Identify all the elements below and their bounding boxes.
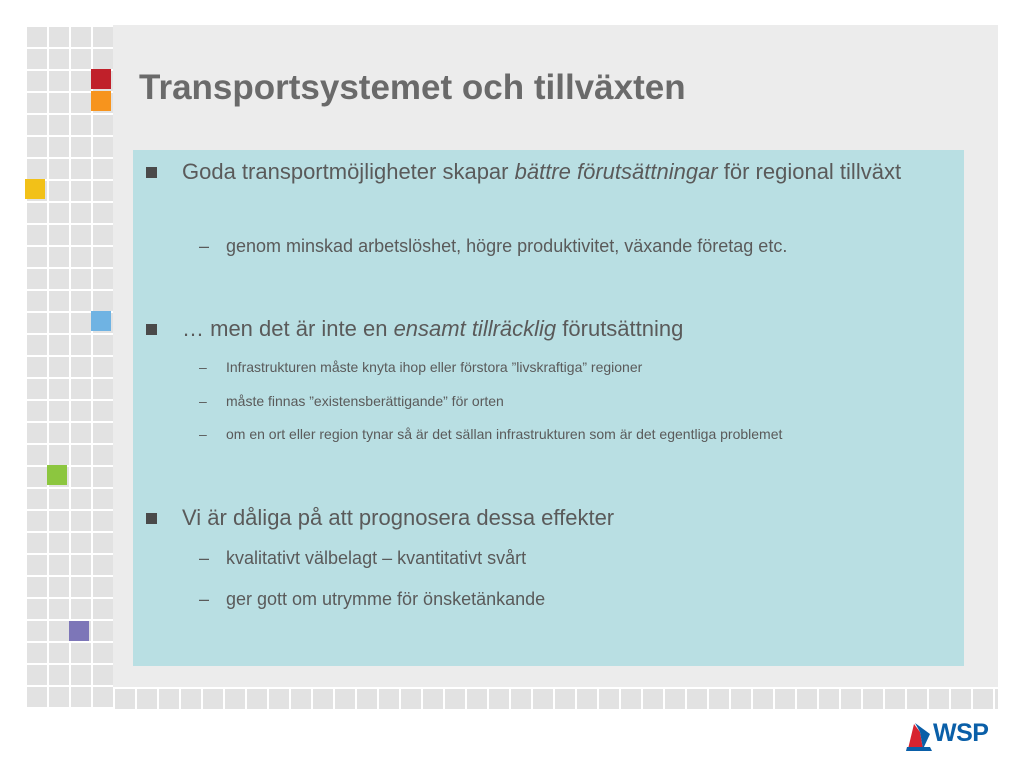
square-bullet-icon: [146, 513, 157, 524]
decorative-grid-left: [25, 25, 113, 709]
square-bullet-icon: [146, 324, 157, 335]
accent-square-orange: [91, 91, 111, 111]
accent-square-blue: [91, 311, 111, 331]
accent-square-green: [47, 465, 67, 485]
bullet-2: [182, 315, 952, 343]
sub-bullet-1-1: [199, 235, 788, 257]
wsp-logo-text: WSP: [933, 719, 989, 747]
bullet-3-text: Vi är dåliga på att prognosera dessa effekter: [182, 505, 615, 530]
dash-bullet-icon: –: [199, 359, 207, 375]
dash-bullet-icon: –: [199, 589, 210, 609]
square-bullet-icon: [146, 167, 157, 178]
dash-bullet-icon: –: [199, 236, 210, 256]
sub-bullet-2-1-text: Infrastrukturen måste knyta ihop eller förstora ”livskraftiga” regioner: [226, 359, 643, 375]
sub-bullet-2-2-text: måste finnas ”existensberättigande” för orten: [226, 393, 504, 409]
bullet-2-text-a: … men det är inte en: [182, 316, 394, 341]
bullet-3: [182, 504, 952, 532]
sub-bullet-3-1: [199, 547, 527, 569]
dash-bullet-icon: –: [199, 393, 207, 409]
slide-title: Transportsystemet och tillväxten: [139, 68, 686, 107]
wsp-flag-icon: [906, 718, 936, 752]
sub-bullet-1-1-text: genom minskad arbetslöshet, högre produktivitet, växande företag etc.: [226, 236, 788, 256]
sub-bullet-2-2: [199, 390, 504, 412]
sub-bullet-2-3: [199, 423, 783, 445]
sub-bullet-2-1: [199, 356, 643, 378]
bullet-2-text-b: förutsättning: [556, 316, 684, 341]
sub-bullet-3-2: [199, 588, 546, 610]
bullet-2-emphasis: ensamt tillräcklig: [393, 316, 557, 341]
bullet-1-emphasis: bättre förutsättningar: [514, 159, 718, 184]
dash-bullet-icon: –: [199, 548, 210, 568]
wsp-logo: [906, 718, 1000, 752]
accent-square-red: [91, 69, 111, 89]
sub-bullet-3-1-text: kvalitativt välbelagt – kvantitativt svårt: [226, 548, 527, 568]
sub-bullet-3-2-text: ger gott om utrymme för önsketänkande: [226, 589, 546, 609]
content-panel: [133, 150, 964, 666]
bullet-1-text-a: Goda transportmöjligheter skapar: [182, 159, 515, 184]
accent-square-yellow: [25, 179, 45, 199]
dash-bullet-icon: –: [199, 426, 207, 442]
bullet-1: [182, 158, 952, 186]
decorative-grid-bottom: [113, 687, 998, 709]
sub-bullet-2-3-text: om en ort eller region tynar så är det sällan infrastrukturen som är det egentliga problemet: [226, 426, 783, 442]
bullet-1-text-b: för regional tillväxt: [717, 159, 902, 184]
accent-square-purple: [69, 621, 89, 641]
